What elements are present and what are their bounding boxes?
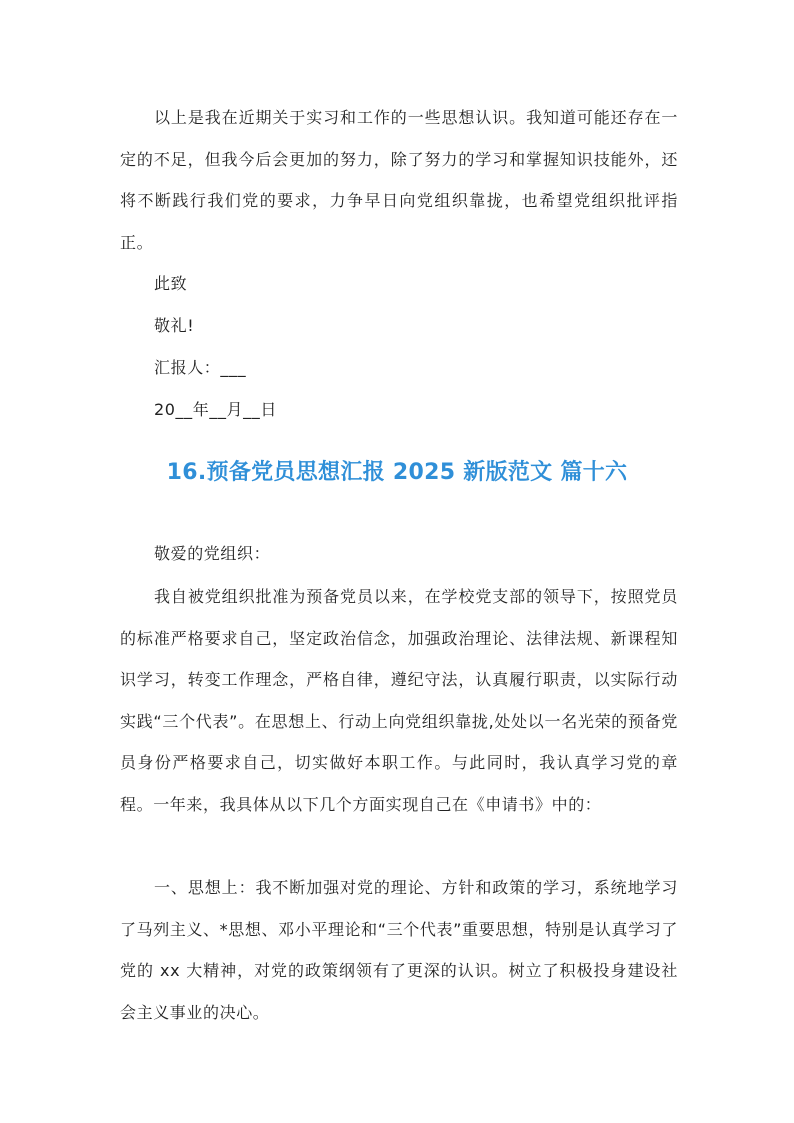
closing-text: 此致: [154, 274, 188, 293]
body-paragraph: 一、思想上：我不断加强对党的理论、方针和政策的学习，系统地学习了马列主义、*思想、邓小平理论和“三个代表”重要思想，特别是认真学习了党的 xx 大精神，对党的政策纲领有了更深的认识。树立了积极投身建设社会主义事业的决心。: [120, 878, 678, 1022]
section-title: 16.预备党员思想汇报 2025 新版范文 篇十六: [166, 460, 628, 485]
conclusion-paragraph: 以上是我在近期关于实习和工作的一些思想认识。我知道可能还存在一定的不足，但我今后会更加的努力，除了努力的学习和掌握知识技能外，还将不断践行我们党的要求，力争早日向党组织靠拢，也希望党组织批评指正。: [120, 108, 678, 252]
reporter-line: 汇报人：___: [154, 358, 247, 377]
date-line: 20__年__月__日: [154, 400, 277, 419]
body-paragraph: 我自被党组织批准为预备党员以来，在学校党支部的领导下，按照党员的标准严格要求自己，坚定政治信念，加强政治理论、法律法规、新课程知识学习，转变工作理念，严格自律，遵纪守法，认真履行职责，以实际行动实践“三个代表”。在思想上、行动上向党组织靠拢,处处以一名光荣的预备党员身份严格要求自己，切实做好本职工作。与此同时，我认真学习党的章程。一年来，我具体从以下几个方面实现自己在《申请书》中的：: [120, 587, 678, 814]
salute-text: 敬礼!: [154, 316, 195, 335]
greeting-text: 敬爱的党组织：: [154, 544, 271, 563]
